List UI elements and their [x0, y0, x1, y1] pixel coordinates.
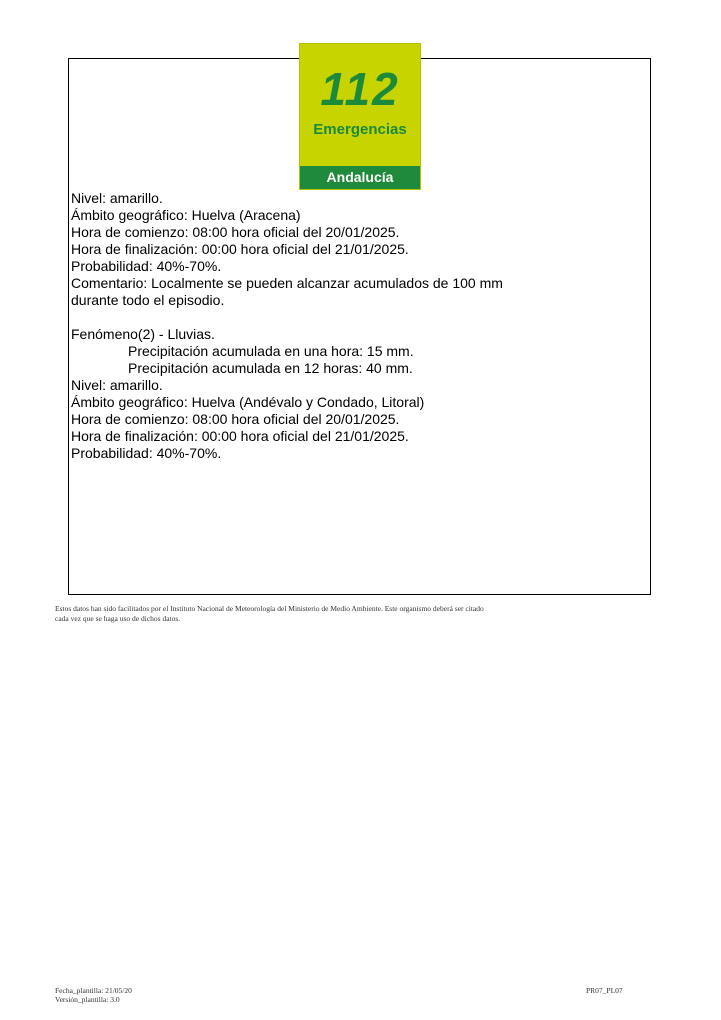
template-date: Fecha_plantilla: 21/05/20	[55, 986, 132, 995]
text-line: Probabilidad: 40%-70%.	[71, 258, 222, 274]
text-line: Ámbito geográfico: Huelva (Aracena)	[71, 207, 301, 223]
warning-details	[71, 190, 631, 462]
text-line: Nivel: amarillo.	[71, 377, 163, 393]
logo-number: 112	[320, 63, 400, 115]
text-line: Precipitación acumulada en una hora: 15 mm.	[128, 343, 414, 359]
text-line: Nivel: amarillo.	[71, 190, 163, 206]
logo-subtitle: Emergencias	[313, 121, 407, 138]
text-line: Hora de finalización: 00:00 hora oficial del 21/01/2025.	[71, 241, 409, 257]
text-line: Comentario: Localmente se pueden alcanzar acumulados de 100 mm	[71, 275, 503, 291]
emergencias-112-logo	[299, 43, 421, 190]
text-line: Precipitación acumulada en 12 horas: 40 mm.	[128, 360, 413, 376]
footnote-line: cada vez que se haga uso de dichos datos.	[55, 614, 181, 623]
phenomenon-heading: Fenómeno(2) - Lluvias.	[71, 326, 215, 342]
text-line: Hora de finalización: 00:00 hora oficial del 21/01/2025.	[71, 428, 409, 444]
template-version: Versión_plantilla: 3.0	[55, 995, 120, 1004]
document-code: PR07_PL07	[586, 986, 623, 995]
logo-region-band: Andalucía	[300, 166, 420, 189]
text-line: Hora de comienzo: 08:00 hora oficial del 20/01/2025.	[71, 224, 400, 240]
footnote-line: Estos datos han sido facilitados por el Instituto Nacional de Meteorología del Ministerio de Medio Ambiente. Este organismo deberá ser citado	[55, 604, 484, 613]
text-line: Hora de comienzo: 08:00 hora oficial del 20/01/2025.	[71, 411, 400, 427]
text-line: Probabilidad: 40%-70%.	[71, 445, 222, 461]
source-footnote	[55, 604, 575, 624]
text-line: Ámbito geográfico: Huelva (Andévalo y Condado, Litoral)	[71, 394, 425, 410]
template-info	[55, 986, 132, 1004]
paragraph-gap	[71, 309, 631, 326]
text-line: durante todo el episodio.	[71, 292, 225, 308]
